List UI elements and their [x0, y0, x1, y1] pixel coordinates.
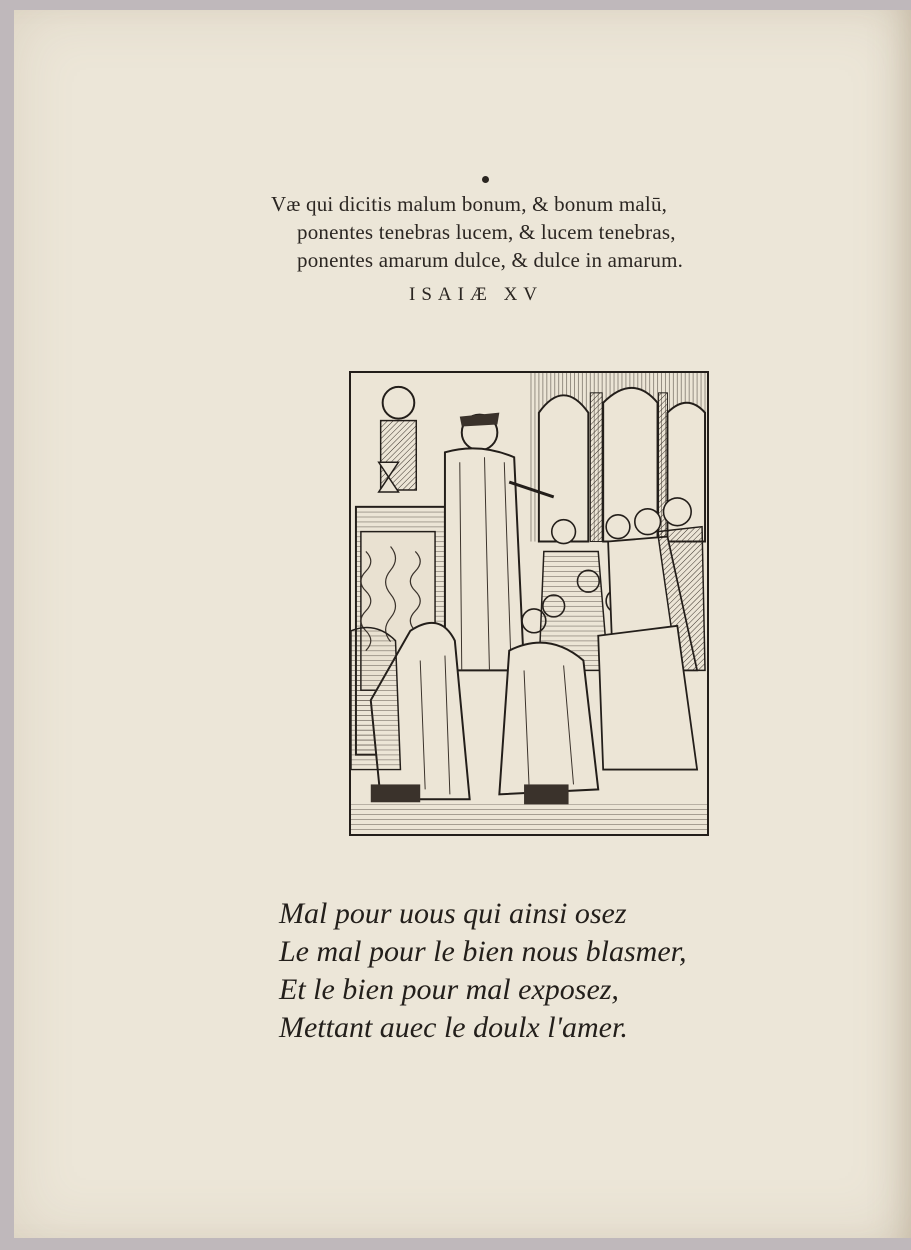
- scripture-reference: ISAIÆ XV: [409, 284, 544, 305]
- french-verse: [279, 895, 799, 1047]
- french-line: Et le bien pour mal exposez,: [279, 973, 619, 1006]
- latin-line: ponentes tenebras lucem, & lucem tenebras,: [297, 220, 676, 244]
- latin-line: Væ qui dicitis malum bonum, & bonum malū,: [271, 192, 668, 216]
- preacher-death-woodcut-icon: [351, 373, 707, 834]
- french-line: Mal pour uous qui ainsi osez: [279, 897, 627, 930]
- french-line: Mettant auec le doulx l'amer.: [279, 1011, 628, 1044]
- ornament-dot: [482, 176, 489, 183]
- book-page: [14, 10, 911, 1238]
- latin-verse: [271, 190, 811, 274]
- woodcut-illustration: [349, 371, 709, 836]
- french-line: Le mal pour le bien nous blasmer,: [279, 935, 687, 968]
- latin-line: ponentes amarum dulce, & dulce in amarum.: [297, 248, 684, 272]
